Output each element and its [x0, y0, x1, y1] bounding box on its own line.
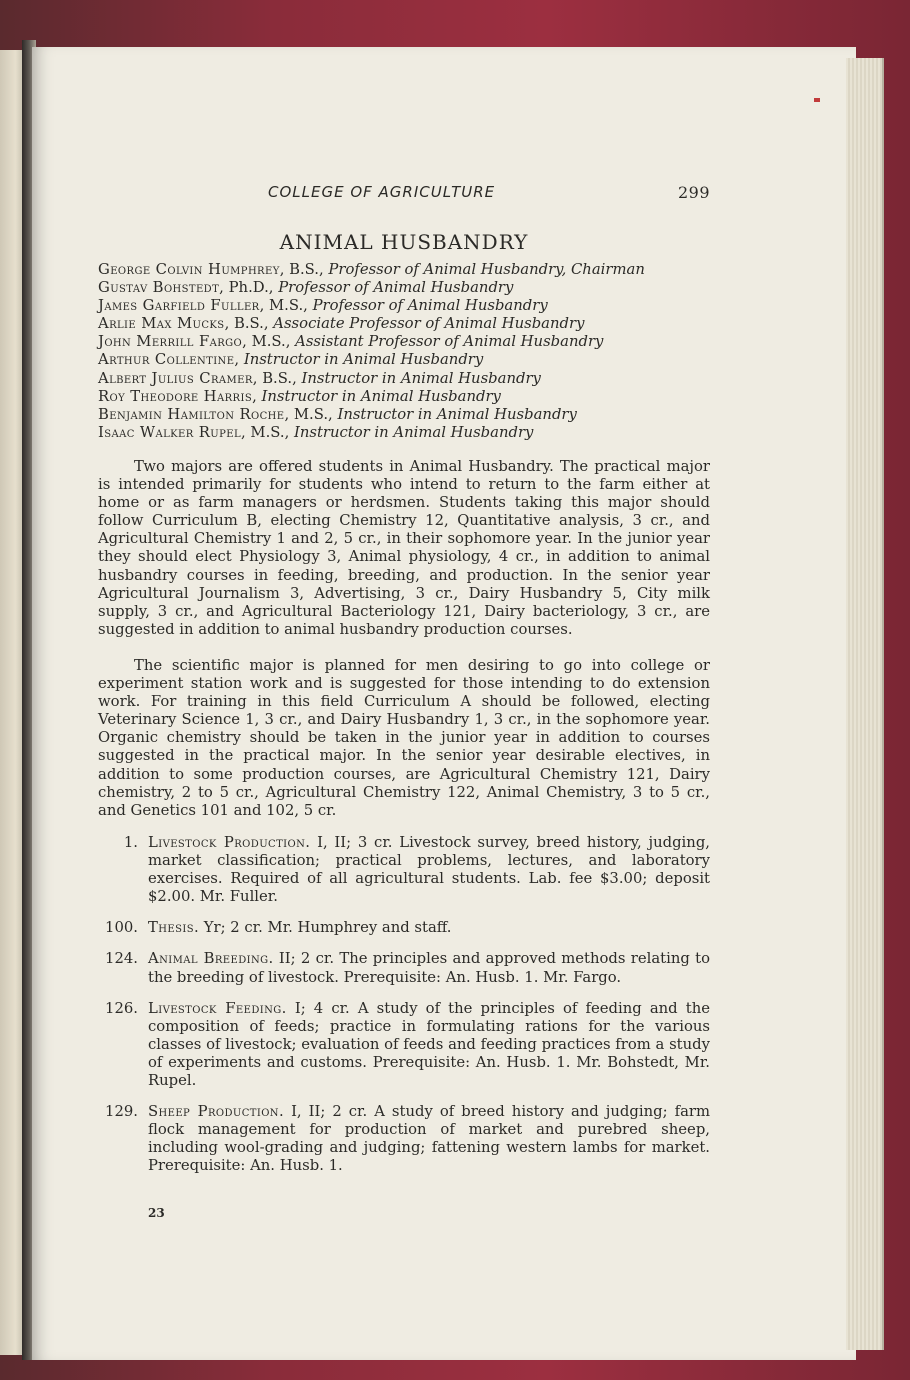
- faculty-name: John Merrill Fargo: [98, 333, 243, 351]
- faculty-role: Instructor in Animal Husbandry: [294, 423, 534, 441]
- course-description: Yr; 2 cr. Mr. Humphrey and staff.: [199, 919, 452, 937]
- course-title: Sheep Production.: [148, 1103, 285, 1121]
- running-header: [98, 183, 710, 205]
- faculty-degree: , B.S.,: [224, 315, 274, 333]
- course-entry: [98, 1000, 710, 1090]
- page-number: 299: [677, 183, 710, 202]
- faculty-degree: , M.S.,: [241, 423, 294, 441]
- faculty-entry: [98, 406, 718, 424]
- course-entry: [98, 834, 710, 906]
- faculty-role: Instructor in Animal Husbandry: [261, 387, 501, 405]
- course-number: 126.: [105, 999, 138, 1017]
- faculty-role: Instructor in Animal Husbandry: [301, 369, 541, 387]
- course-entry: [98, 919, 710, 937]
- faculty-name: Arthur Collentine: [98, 351, 235, 369]
- course-description: I; 4 cr. A study of the principles of feeding and the composition of feeds; practice in formulating rations for the various classes of livestock; evaluation of feeds and feeding practices from a study of experiments and customs. Prerequisite: An. Husb. 1. Mr. Bohstedt, Mr. Rupel.: [148, 999, 710, 1090]
- faculty-degree: , B.S.,: [252, 369, 302, 387]
- course-title: Livestock Feeding.: [148, 999, 287, 1017]
- faculty-role: Associate Professor of Animal Husbandry: [273, 315, 585, 333]
- faculty-list: [98, 261, 718, 442]
- faculty-entry: [98, 297, 718, 315]
- course-entry: [98, 950, 710, 986]
- faculty-name: Roy Theodore Harris: [98, 387, 253, 405]
- course-number: 100.: [105, 919, 138, 937]
- faculty-role: Professor of Animal Husbandry: [312, 297, 548, 315]
- faculty-degree: , M.S.,: [284, 405, 338, 423]
- faculty-name: Albert Julius Cramer: [98, 369, 253, 387]
- faculty-entry: [98, 333, 718, 351]
- faculty-entry: [98, 388, 718, 406]
- intro-paragraph: The scientific major is planned for men desiring to go into college or experiment station work and is suggested for those intending to do extension work. For training in this field Curriculum A should be followed, electing Veterinary Science 1, 3 cr., and Dairy Husbandry 1, 3 cr., in the sophomore year. Organic chemistry should be taken in the junior year in addition to courses suggested in the practical major. In the senior year desirable electives, in addition to some production courses, are Agricultural Chemistry 121, Dairy chemistry, 2 to 5 cr., Agricultural Chemistry 122, Animal Chemistry, 3 to 5 cr., and Genetics 101 and 102, 5 cr.: [98, 657, 710, 819]
- course-description: I, II; 2 cr. A study of breed history and judging; farm flock management for production of market and purebred sheep, including wool-grading and judging; fattening western lambs for market. Prerequisite: An. Husb. 1.: [148, 1103, 710, 1175]
- course-description: I, II; 3 cr. Livestock survey, breed history, judging, market classification; practical problems, lectures, and laboratory exercises. Required of all agricultural students. Lab. fee $3.00; deposit $2.00. Mr. Fuller.: [148, 834, 710, 906]
- faculty-entry: [98, 351, 718, 369]
- faculty-role: Professor of Animal Husbandry, Chairman: [328, 261, 645, 278]
- faculty-name: James Garfield Fuller: [98, 297, 260, 315]
- faculty-degree: ,: [234, 351, 244, 369]
- course-number: 129.: [105, 1103, 138, 1121]
- faculty-name: George Colvin Humphrey: [98, 261, 280, 278]
- course-number: 124.: [105, 950, 138, 968]
- faculty-entry: [98, 370, 718, 388]
- running-title: COLLEGE OF AGRICULTURE: [268, 183, 496, 201]
- signature-mark: 23: [148, 1206, 165, 1220]
- course-title: Animal Breeding.: [148, 950, 274, 968]
- course-list: [98, 834, 710, 1176]
- faculty-entry: [98, 261, 718, 279]
- faculty-role: Professor of Animal Husbandry: [278, 279, 514, 297]
- course-entry: [98, 1103, 710, 1175]
- faculty-degree: , Ph.D.,: [219, 279, 279, 297]
- faculty-degree: ,: [252, 387, 262, 405]
- course-number: 1.: [123, 834, 138, 851]
- course-title: Thesis.: [148, 919, 200, 937]
- faculty-entry: [98, 424, 718, 442]
- faculty-role: Assistant Professor of Animal Husbandry: [295, 333, 604, 351]
- section-title: ANIMAL HUSBANDRY: [279, 230, 529, 254]
- faculty-name: Benjamin Hamilton Roche: [98, 405, 285, 423]
- faculty-name: Gustav Bohstedt: [98, 279, 220, 297]
- faculty-role: Instructor in Animal Husbandry: [337, 405, 577, 423]
- faculty-entry: [98, 315, 718, 333]
- faculty-degree: , B.S.,: [279, 261, 329, 278]
- faculty-entry: [98, 279, 718, 297]
- course-title: Livestock Production.: [148, 834, 311, 851]
- faculty-name: Isaac Walker Rupel: [98, 423, 242, 441]
- faculty-degree: , M.S.,: [242, 333, 296, 351]
- faculty-name: Arlie Max Mucks: [98, 315, 225, 333]
- course-description: II; 2 cr. The principles and approved methods relating to the breeding of livestock. Prerequisite: An. Husb. 1. Mr. Fargo.: [148, 950, 710, 986]
- faculty-degree: , M.S.,: [259, 297, 313, 315]
- intro-paragraph: Two majors are offered students in Animal Husbandry. The practical major is intended primarily for students who intend to return to the farm either at home or as farm managers or herdsmen. Students taking this major should follow Curriculum B, electing Chemistry 12, Quantitative analysis, 3 cr., and Agricultural Chemistry 1 and 2, 5 cr., in their sophomore year. In the junior year they should elect Physiology 3, Animal physiology, 4 cr., in addition to animal husbandry courses in feeding, breeding, and production. In the senior year Agricultural Journalism 3, Advertising, 3 cr., Dairy Husbandry 5, City milk supply, 3 cr., and Agricultural Bacteriology 121, Dairy bacteriology, 3 cr., are suggested in addition to animal husbandry production courses.: [98, 458, 710, 638]
- faculty-role: Instructor in Animal Husbandry: [243, 351, 484, 369]
